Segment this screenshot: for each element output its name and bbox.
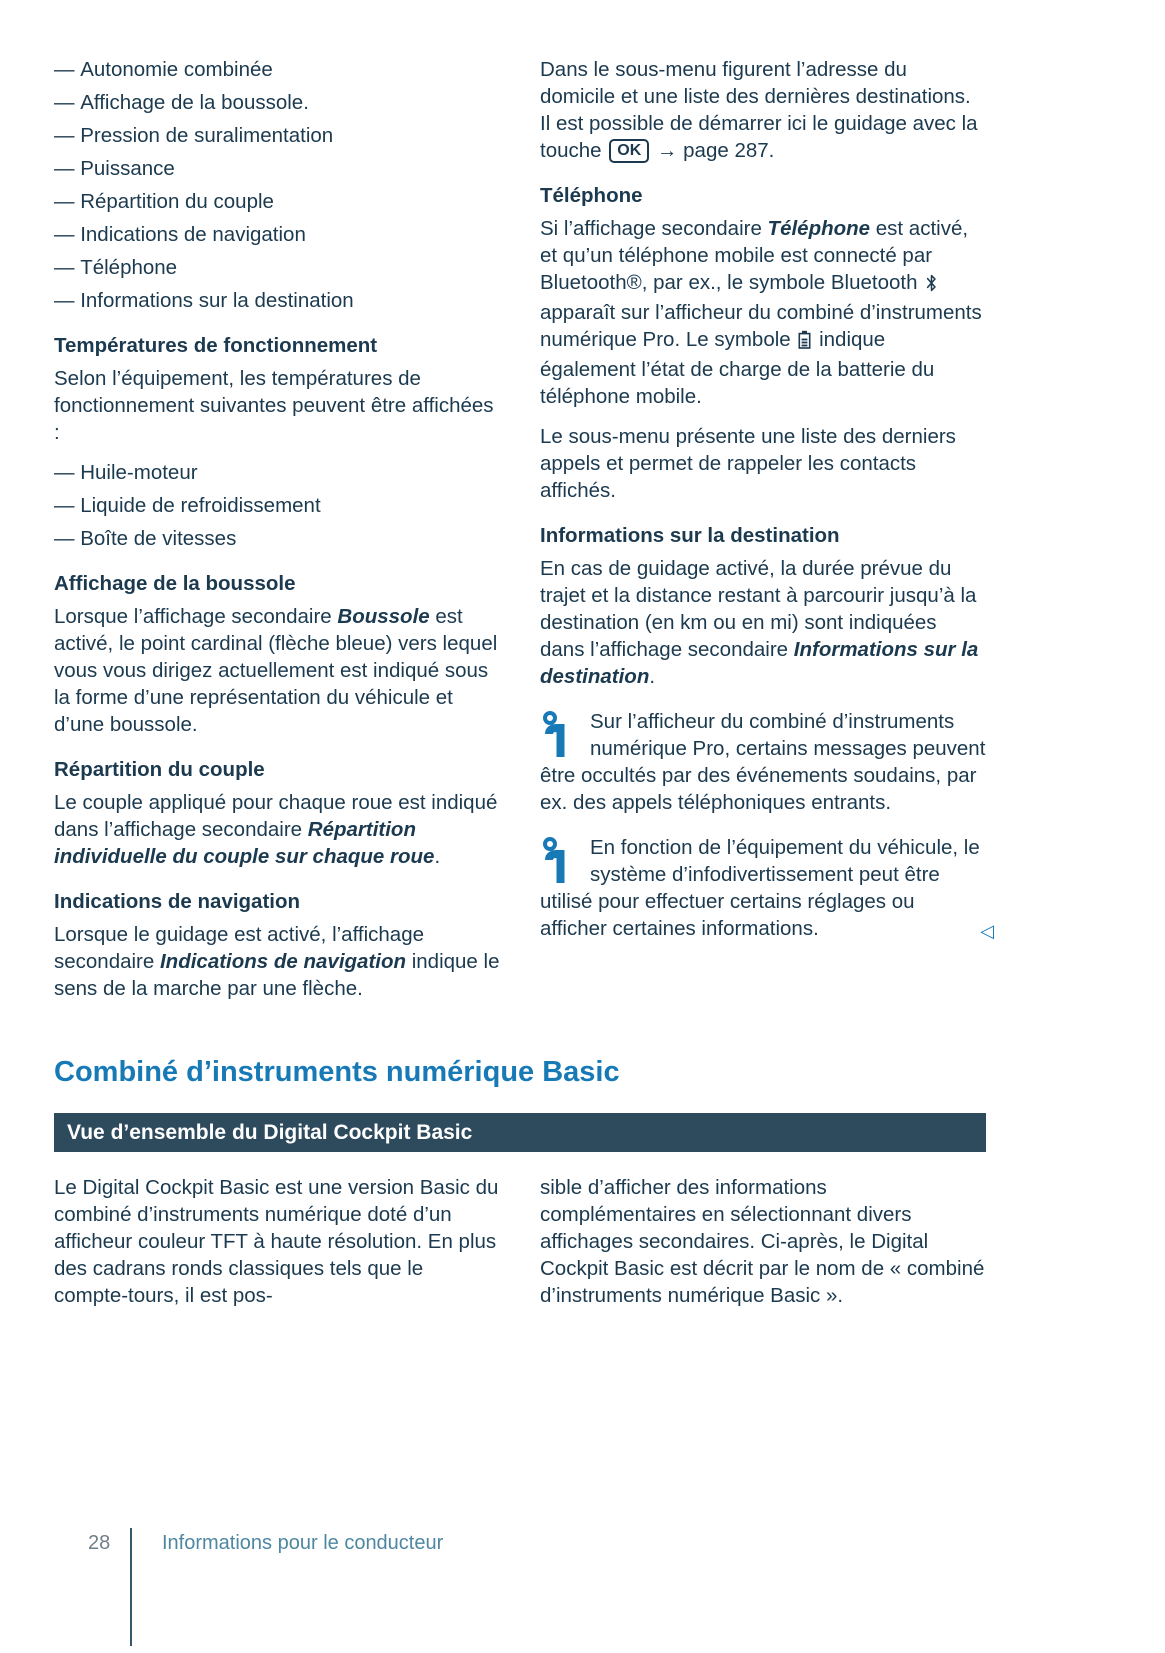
list-item: — Téléphone xyxy=(54,254,500,281)
bottom-section xyxy=(54,1174,986,1322)
text-run: Dans le sous-menu figurent l’adresse du domicile et une liste des dernières destinations. Il est possible de démarrer ici le guidage avec la touche xyxy=(540,58,978,162)
text-run: indique également l’état de charge de la batterie du téléphone mobile. xyxy=(540,328,935,408)
banner-label: Vue d’ensemble du Digital Cockpit Basic xyxy=(67,1121,473,1144)
bottom-right-column xyxy=(540,1174,986,1322)
paragraph xyxy=(540,555,986,690)
sub-heading: Téléphone xyxy=(540,184,643,207)
info-note xyxy=(540,708,986,816)
emphasis-text: Informations sur la destination xyxy=(540,638,979,688)
paragraph xyxy=(540,215,986,410)
paragraph xyxy=(54,789,500,870)
sub-heading: Affichage de la boussole xyxy=(54,572,296,595)
emphasis-text: Téléphone xyxy=(767,217,871,240)
text-run: Lorsque l’affichage secondaire xyxy=(54,605,338,628)
list-item: — Répartition du couple xyxy=(54,188,500,215)
top-section xyxy=(54,56,994,1015)
paragraph xyxy=(540,56,986,164)
text-run: Selon l’équipement, les températures de fonctionnement suivantes peuvent être affichées : xyxy=(54,367,494,444)
paragraph xyxy=(54,1174,500,1309)
left-column xyxy=(54,56,500,1015)
text-run: . xyxy=(649,665,656,688)
emphasis-text: Indications de navigation xyxy=(159,950,407,973)
text-run: Sur l’afficheur du combiné d’instruments numérique Pro, certains messages peuvent être occultés par des événements soudains, par ex. des appels téléphoniques entrants. xyxy=(540,710,986,814)
page-content xyxy=(54,56,994,1322)
list-item: — Affichage de la boussole. xyxy=(54,89,500,116)
ok-key-icon: OK xyxy=(609,139,649,163)
dash-list xyxy=(54,459,500,552)
list-item: — Boîte de vitesses xyxy=(54,525,500,552)
text-run: . xyxy=(434,845,441,868)
sub-heading: Informations sur la destination xyxy=(540,524,840,547)
text-run: → page 287. xyxy=(651,139,775,162)
text-run: Lorsque le guidage est activé, l’affichage secondaire xyxy=(54,923,425,973)
text-run: indique le sens de la marche par une flèche. xyxy=(54,950,500,1000)
paragraph xyxy=(54,603,500,738)
bottom-left-column xyxy=(54,1174,500,1322)
battery-icon xyxy=(798,329,811,356)
paragraph xyxy=(540,1174,986,1309)
text-run: Le Digital Cockpit Basic est une version Basic du combiné d’instruments numérique doté d’un afficheur couleur TFT à haute résolution. En plus des cadrans ronds classiques tels que le compte-tours, il est pos- xyxy=(54,1176,499,1307)
bluetooth-icon xyxy=(925,272,938,299)
list-item: — Indications de navigation xyxy=(54,221,500,248)
footer-section-title: Informations pour le conducteur xyxy=(162,1532,444,1554)
list-item: — Huile-moteur xyxy=(54,459,500,486)
text-run: En cas de guidage activé, la durée prévue du trajet et la distance restant à parcourir jusqu’à la destination (en km ou en mi) sont indiquées dans l’affichage secondaire xyxy=(540,557,977,661)
footer-divider xyxy=(130,1528,132,1646)
paragraph xyxy=(54,365,500,446)
emphasis-text: Répartition individuelle du couple sur chaque roue xyxy=(54,818,435,868)
text-run: est activé, et qu’un téléphone mobile est connecté par Bluetooth®, par ex., le symbole Bluetooth xyxy=(540,217,969,294)
dash-list xyxy=(54,56,500,314)
sub-heading: Indications de navigation xyxy=(54,890,301,913)
info-icon xyxy=(542,710,572,760)
text-run: sible d’afficher des informations complémentaires en sélectionnant divers affichages secondaires. Ci-après, le Digital Cockpit Basic est décrit par le nom de « combiné d’instruments numérique Basic ». xyxy=(540,1176,985,1307)
section-banner xyxy=(54,1113,986,1152)
list-item: — Informations sur la destination xyxy=(54,287,500,314)
right-column xyxy=(540,56,994,1015)
text-run: est activé, le point cardinal (flèche bleue) vers lequel vous vous dirigez actuellement est indiqué sous la forme d’une représentation du véhicule et d’une boussole. xyxy=(54,605,498,736)
emphasis-text: Boussole xyxy=(337,605,430,628)
text-run: Le sous-menu présente une liste des derniers appels et permet de rappeler les contacts affichés. xyxy=(540,425,956,502)
list-item: — Puissance xyxy=(54,155,500,182)
page-number: 28 xyxy=(88,1532,111,1554)
section-end-icon: ◁ xyxy=(980,921,994,941)
sub-heading: Répartition du couple xyxy=(54,758,265,781)
paragraph xyxy=(54,921,500,1002)
text-run: En fonction de l’équipement du véhicule, le système d’infodivertissement peut être utilisé pour effectuer certains réglages ou afficher certaines informations. xyxy=(540,836,980,940)
list-item: — Pression de suralimentation xyxy=(54,122,500,149)
page-footer xyxy=(88,1532,444,1555)
text-run: Le couple appliqué pour chaque roue est indiqué dans l’affichage secondaire xyxy=(54,791,498,841)
list-item: — Liquide de refroidissement xyxy=(54,492,500,519)
sub-heading: Températures de fonctionnement xyxy=(54,334,378,357)
paragraph xyxy=(540,423,986,504)
info-note xyxy=(540,834,994,942)
list-item: — Autonomie combinée xyxy=(54,56,500,83)
info-icon xyxy=(542,836,572,886)
text-run: apparaît sur l’afficheur du combiné d’instruments numérique Pro. Le symbole xyxy=(540,301,982,351)
text-run: Si l’affichage secondaire xyxy=(540,217,768,240)
section-title: Combiné d’instruments numérique Basic xyxy=(54,1056,620,1088)
